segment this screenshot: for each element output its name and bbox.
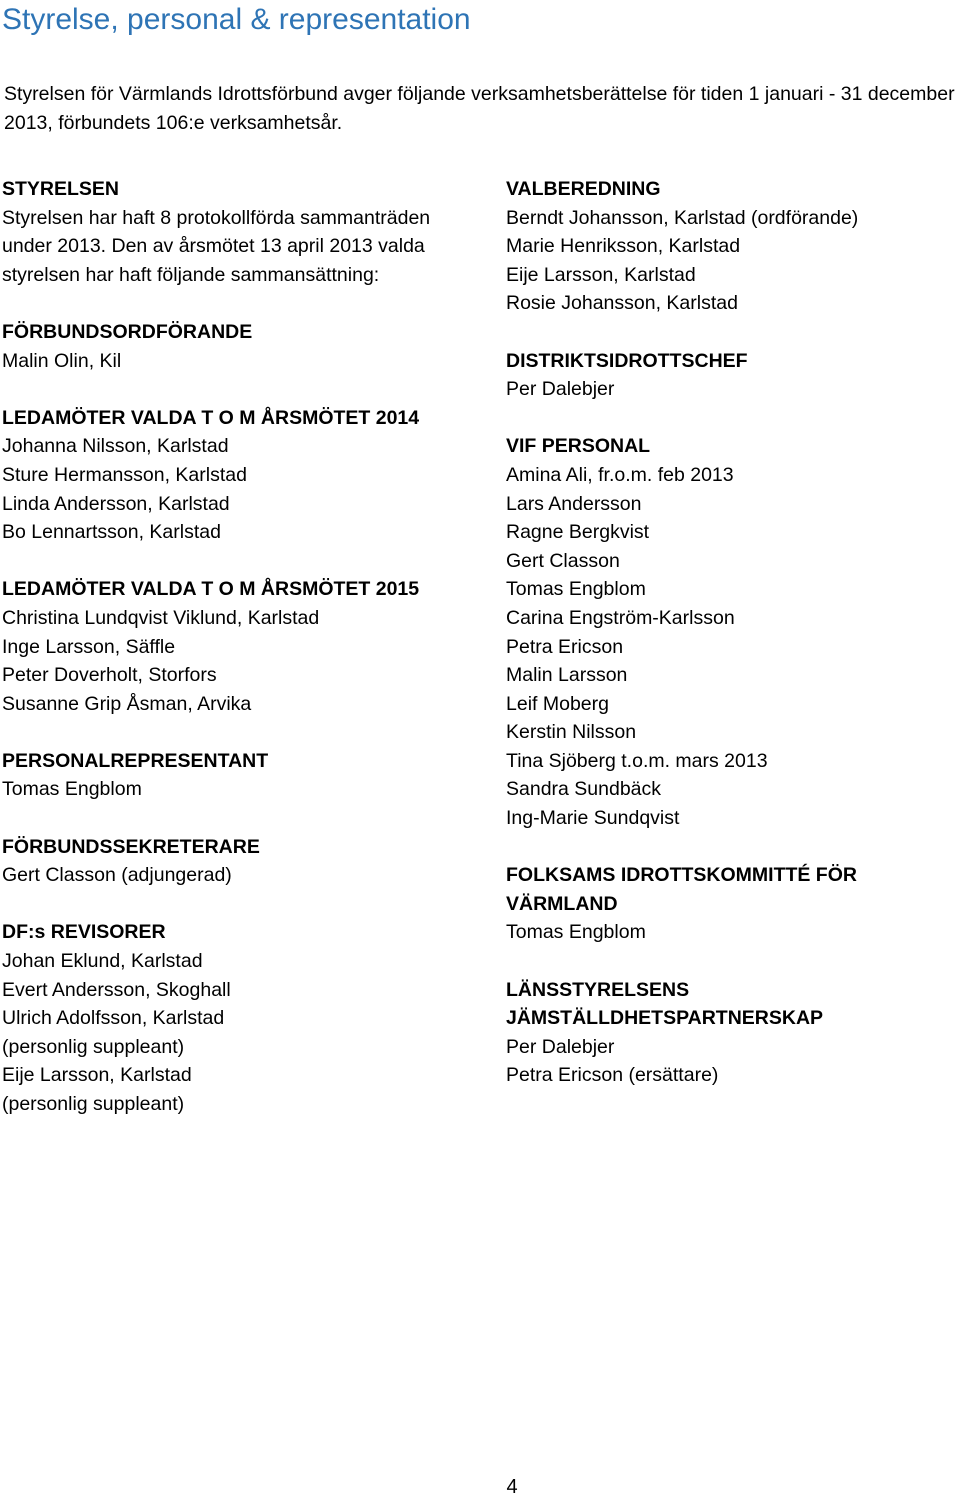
list-item: Ulrich Adolfsson, Karlstad bbox=[2, 1007, 225, 1030]
section-forbundsordforande bbox=[2, 318, 472, 375]
section-styrelsen bbox=[2, 175, 472, 289]
list-item: Ing-Marie Sundqvist bbox=[506, 807, 680, 830]
list-item: Eije Larsson, Karlstad bbox=[2, 1064, 192, 1087]
section-forbundssekreterare bbox=[2, 833, 472, 890]
section-heading: STYRELSEN bbox=[2, 178, 120, 200]
section-folksams-idrottskommitte bbox=[506, 861, 956, 947]
list-item: Berndt Johansson, Karlstad (ordförande) bbox=[506, 206, 859, 229]
list-item: Malin Larsson bbox=[506, 664, 628, 687]
list-item: Rosie Johansson, Karlstad bbox=[506, 292, 738, 315]
list-item: Tina Sjöberg t.o.m. mars 2013 bbox=[506, 749, 768, 772]
section-revisorer bbox=[2, 918, 472, 1118]
section-personalrepresentant bbox=[2, 747, 472, 804]
list-item: Amina Ali, fr.o.m. feb 2013 bbox=[506, 463, 734, 486]
list-item: Malin Olin, Kil bbox=[2, 349, 122, 372]
list-item: Gert Classon (adjungerad) bbox=[2, 864, 232, 887]
list-item: Sture Hermansson, Karlstad bbox=[2, 463, 247, 486]
list-item: Sandra Sundbäck bbox=[506, 778, 662, 801]
left-column bbox=[2, 175, 472, 1147]
list-item: Eije Larsson, Karlstad bbox=[506, 263, 696, 286]
list-item: Lars Andersson bbox=[506, 492, 642, 515]
list-item: Christina Lundqvist Viklund, Karlstad bbox=[2, 606, 320, 629]
section-heading: FOLKSAMS IDROTTSKOMMITTÉ FÖR bbox=[506, 864, 857, 887]
list-item: Petra Ericson bbox=[506, 635, 624, 658]
list-item: Johanna Nilsson, Karlstad bbox=[2, 435, 229, 458]
list-item: Johan Eklund, Karlstad bbox=[2, 950, 203, 973]
section-heading: FÖRBUNDSSEKRETERARE bbox=[2, 835, 260, 858]
page-title: Styrelse, personal & representation bbox=[2, 3, 471, 36]
list-item: Bo Lennartsson, Karlstad bbox=[2, 521, 221, 544]
section-distriktsidrottschef bbox=[506, 347, 956, 404]
section-heading: LEDAMÖTER VALDA T O M ÅRSMÖTET 2014 bbox=[2, 406, 420, 429]
list-item: Inge Larsson, Säffle bbox=[2, 635, 176, 658]
list-item: Marie Henriksson, Karlstad bbox=[506, 235, 741, 258]
list-item: Gert Classon bbox=[506, 549, 620, 572]
section-ledamoter-2014 bbox=[2, 404, 472, 547]
section-heading: VIF PERSONAL bbox=[506, 435, 651, 458]
list-item: Peter Doverholt, Storfors bbox=[2, 664, 217, 687]
intro-paragraph: Styrelsen för Värmlands Idrottsförbund avger följande verksamhetsberättelse för tiden 1 januari - 31 december 2013, förbundets 106:e verksamhetsår. bbox=[4, 83, 955, 134]
list-item: Tomas Engblom bbox=[506, 921, 646, 944]
list-item: Carina Engström-Karlsson bbox=[506, 606, 735, 629]
section-vif-personal bbox=[506, 432, 956, 832]
list-item: Tomas Engblom bbox=[506, 578, 646, 601]
section-heading-continued: VÄRMLAND bbox=[506, 892, 618, 915]
section-heading: LEDAMÖTER VALDA T O M ÅRSMÖTET 2015 bbox=[2, 578, 420, 601]
list-item: Linda Andersson, Karlstad bbox=[2, 492, 230, 515]
list-item: Tomas Engblom bbox=[2, 778, 142, 801]
section-heading: LÄNSSTYRELSENS bbox=[506, 978, 690, 1001]
list-item: (personlig suppleant) bbox=[2, 1035, 185, 1058]
list-item: Ragne Bergkvist bbox=[506, 521, 650, 544]
section-heading: DISTRIKTSIDROTTSCHEF bbox=[506, 349, 748, 372]
section-lansstyrelsen bbox=[506, 976, 956, 1090]
page-number: 4 bbox=[506, 1476, 518, 1498]
section-heading: PERSONALREPRESENTANT bbox=[2, 749, 269, 772]
list-item: Evert Andersson, Skoghall bbox=[2, 978, 231, 1001]
list-item: (personlig suppleant) bbox=[2, 1093, 185, 1115]
section-heading: FÖRBUNDSORDFÖRANDE bbox=[2, 320, 253, 343]
list-item: Petra Ericson (ersättare) bbox=[506, 1064, 719, 1087]
list-item: Per Dalebjer bbox=[506, 378, 615, 401]
section-heading: VALBEREDNING bbox=[506, 178, 661, 200]
section-valberedning bbox=[506, 175, 956, 318]
section-heading-continued: JÄMSTÄLLDHETSPARTNERSKAP bbox=[506, 1007, 824, 1030]
list-item: Per Dalebjer bbox=[506, 1035, 615, 1058]
list-item: Kerstin Nilsson bbox=[506, 721, 637, 744]
section-ledamoter-2015 bbox=[2, 575, 472, 718]
right-column bbox=[506, 175, 956, 1119]
section-text: Styrelsen har haft 8 protokollförda sammanträden under 2013. Den av årsmötet 13 april 2013 valda styrelsen har haft följande sammansättning: bbox=[2, 206, 431, 286]
list-item: Leif Moberg bbox=[506, 692, 609, 715]
list-item: Susanne Grip Åsman, Arvika bbox=[2, 692, 252, 715]
section-heading: DF:s REVISORER bbox=[2, 921, 166, 944]
